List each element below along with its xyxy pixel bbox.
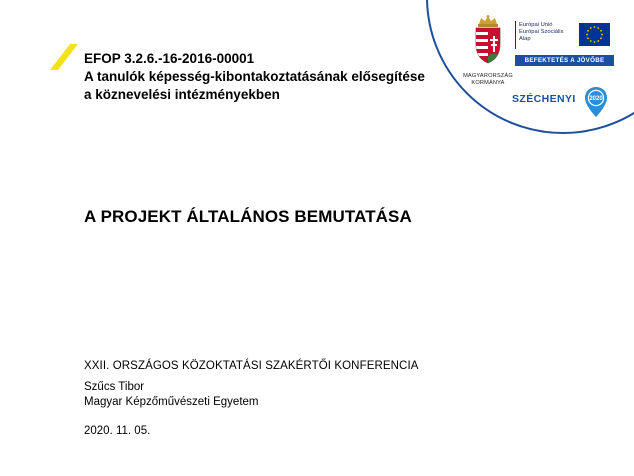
gov-logo-text (461, 73, 515, 86)
eu-text-line-2: Európai Szociális (519, 29, 564, 35)
presentation-footer (84, 360, 419, 437)
author-name: Szűcs Tibor (84, 381, 145, 393)
presentation-date: 2020. 11. 05. (84, 425, 151, 437)
eu-divider-line (515, 21, 516, 49)
hungarian-crest-icon (461, 14, 515, 66)
slide-title: A PROJEKT ÁLTALÁNOS BEMUTATÁSA (84, 207, 412, 226)
institution-name: Magyar Képzőművészeti Egyetem (84, 396, 259, 408)
location-pin-icon (584, 86, 608, 118)
project-title-line-2: a köznevelési intézményekben (84, 87, 280, 102)
project-code: EFOP 3.2.6.-16-2016-00001 (84, 51, 255, 66)
hungarian-government-logo (461, 14, 515, 86)
eu-flag-icon (579, 23, 610, 46)
conference-name: XXII. ORSZÁGOS KÖZOKTATÁSI SZAKÉRTŐI KONFERENCIA (84, 360, 419, 372)
szechenyi-2020-logo (512, 86, 612, 122)
project-header (84, 50, 424, 104)
yellow-accent-mark (46, 44, 78, 70)
eu-text-line-3: Alap (519, 36, 531, 42)
gov-logo-line-2: KORMÁNYA (471, 79, 505, 86)
gov-logo-line-1: MAGYARORSZÁG (463, 73, 513, 79)
eu-slogan-banner: BEFEKTETÉS A JÖVŐBE (515, 55, 614, 66)
eu-fund-text (519, 22, 563, 43)
szechenyi-year: 2020 (589, 96, 603, 103)
szechenyi-text: SZÉCHENYI (512, 93, 576, 105)
eu-fund-logo (515, 21, 615, 71)
project-title-line-1: A tanulók képesség-kibontakoztatásának elősegítése (84, 69, 425, 84)
eu-text-line-1: Európai Unió (519, 22, 553, 28)
